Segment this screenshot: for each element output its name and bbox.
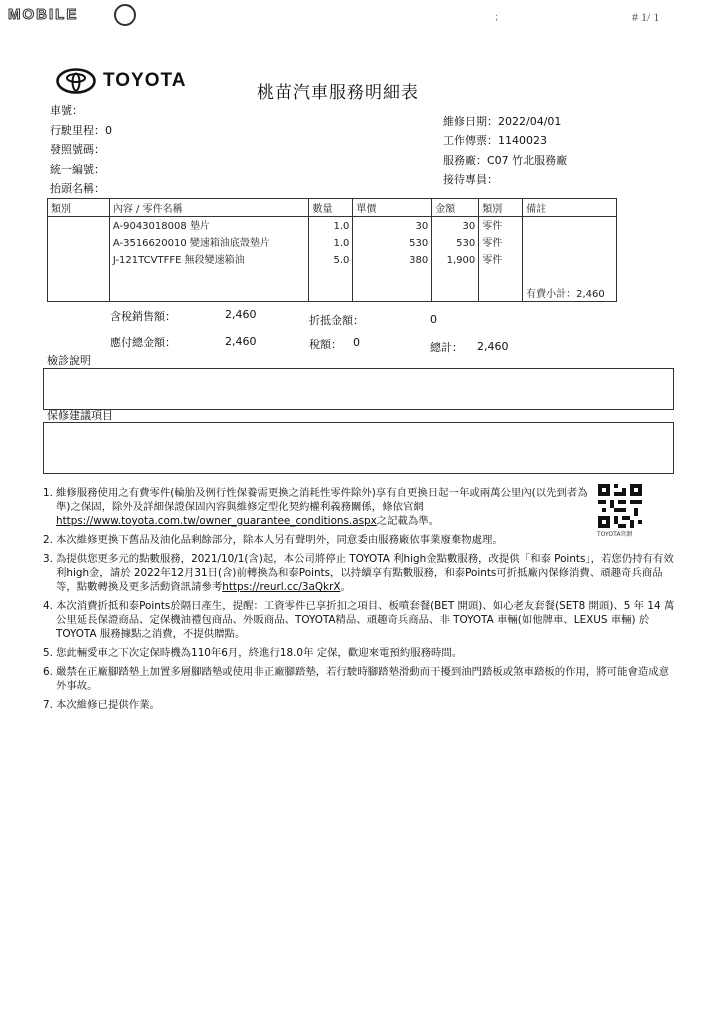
field-engine-number: 發照號碼： [50, 143, 105, 156]
list-item-number: 4. [43, 600, 53, 612]
list-item-text: 嚴禁在正廠腳踏墊上加置多層腳踏墊或使用非正廠腳踏墊，若行駛時腳踏墊滑動而干擾到油門踏板或煞車踏板的作用，將可能會造成意外事故。 [56, 666, 670, 692]
watermark-logo-text: MOBILE [8, 6, 79, 23]
total-label: 總計： [430, 341, 463, 354]
brand-name: TOYOTA [103, 70, 187, 91]
list-item-text: 您此輛愛車之下次定保時機為110年6月，終進行18.0年 定保，歡迎來電預約服務時間。 [56, 647, 463, 659]
item-price: 380 [409, 255, 429, 266]
list-item [43, 533, 678, 547]
page-title: 桃苗汽車服務明細表 [257, 83, 419, 103]
list-item-text: 本次維修更換下舊品及油化品剩餘部分，除本人另有聲明外，同意委由服務廠依事業廢棄物處理。 [56, 534, 503, 546]
advice-heading: 保修建議項目 [47, 409, 113, 422]
category-cell [48, 217, 110, 302]
discount-label: 折抵金額： [309, 314, 364, 327]
item-price: 530 [409, 238, 429, 249]
item-price: 30 [415, 221, 429, 232]
owner-guarantee-link[interactable]: https://www.toyota.com.tw/owner_guarantee_conditions.aspx [56, 515, 377, 527]
service-items-table [47, 198, 617, 302]
list-item [43, 552, 678, 594]
item-qty: 1.0 [333, 221, 350, 232]
tax-label: 稅額： [309, 338, 342, 351]
list-item-text: 本次維修已提供作業。 [56, 699, 160, 711]
list-item-number: 7. [43, 699, 53, 711]
header-unit-price: 單價 [353, 199, 432, 217]
advice-box [43, 422, 674, 474]
item-amount: 530 [456, 238, 476, 249]
field-reception-staff: 接待專員： [443, 173, 498, 186]
item-qty: 1.0 [333, 238, 350, 249]
item-type: 零件 [482, 238, 503, 249]
field-plate: 車號： [50, 104, 83, 117]
header-type: 類別 [479, 199, 523, 217]
total-value: 2,460 [477, 340, 509, 353]
field-mileage: 行駛里程：0 [50, 124, 112, 137]
header-content: 內容 / 零件名稱 [109, 199, 309, 217]
subtotal-value: 2,460 [576, 289, 605, 300]
item-content: A-3516620010 變速箱油底殼墊片 [112, 238, 270, 249]
item-type: 零件 [482, 255, 503, 266]
amount-cell [432, 217, 479, 302]
qty-cell [309, 217, 353, 302]
header-qty: 數量 [309, 199, 353, 217]
item-qty: 5.0 [333, 255, 350, 266]
terms-list [43, 486, 678, 717]
field-invoice-title: 抬頭名稱： [50, 182, 105, 195]
header-remarks: 備註 [523, 199, 617, 217]
list-item [43, 698, 678, 712]
header-category: 類別 [48, 199, 110, 217]
list-item-number: 5. [43, 647, 53, 659]
list-item-text: 本次消費折抵和泰Points於隔日產生，提醒：工資零件已享折扣之項目、板噴套餐(BET 開頭)、如心老友套餐(SET8 開頭)、5 年 14 萬公里延長保證商品、定保機油禮包商品、外販商品、TOYOTA精品、頑趣奇兵商品、非 TOYOTA 車輛(如他牌車、LEXUS 車輛) 於 TOYOTA 服務據點之消費，不提供贈點。 [56, 600, 675, 640]
item-amount: 30 [462, 221, 476, 232]
tax-value: 0 [353, 336, 360, 349]
list-item [43, 599, 678, 641]
item-amount: 1,900 [446, 255, 476, 266]
list-item-number: 2. [43, 534, 53, 546]
item-content: J-121TCVTFFE 無段變速箱油 [112, 255, 245, 266]
discount-value: 0 [430, 313, 437, 326]
list-item [43, 486, 591, 528]
taxed-sales-label: 含稅銷售額： [110, 310, 176, 323]
list-item [43, 665, 678, 693]
field-tax-id: 統一編號： [50, 163, 105, 176]
field-repair-date: 維修日期：2022/04/01 [443, 115, 562, 128]
field-service-center: 服務廠：C07 竹北服務廠 [443, 154, 568, 167]
page-number: # 1/ 1 [632, 10, 660, 24]
toyota-emblem-icon [56, 68, 96, 94]
list-item-number: 1. [43, 487, 53, 499]
payable-value: 2,460 [225, 335, 257, 348]
field-work-ticket: 工作傳票：1140023 [443, 134, 547, 147]
diagnosis-box [43, 368, 674, 410]
list-item-number: 3. [43, 553, 53, 565]
diagnosis-heading: 檢診說明 [47, 354, 91, 367]
page-mark-left: ; [495, 12, 499, 23]
list-item-text: 為提供您更多元的點數服務，2021/10/1(含)起，本公司將停止 TOYOTA 利high金點數服務，改提供「和泰 Points」，若您仍持有有效利high金，請於 2022年12月31日(含)前轉換為和泰Points，以持續享有點數服務，和泰Points可折抵廠內保修消費、頑趣奇兵商品等，點數轉換及更多活動資訊請參考https://reurl.cc/3aQkrX。 [56, 553, 674, 593]
list-item-text: 維修服務使用之有費零件(輪胎及例行性保養需更換之消耗性零件除外)享有自更換日起一年或兩萬公里內(以先到者為準)之保固，除外及詳細保證保固內容與維修定型化契約權利義務關係，條依官網https://www.toyota.com.tw/owner_guarantee_conditions.aspx之記載為準。 [56, 487, 588, 527]
type-cell [479, 217, 523, 302]
qr-caption: TOYOTA官網 [597, 531, 633, 538]
smiley-icon [114, 4, 136, 26]
list-item-number: 6. [43, 666, 53, 678]
content-cell [109, 217, 309, 302]
table-header-row [48, 199, 617, 217]
price-cell [353, 217, 432, 302]
list-item [43, 646, 678, 660]
remarks-cell [523, 217, 617, 302]
item-type: 零件 [482, 221, 503, 232]
payable-label: 應付總金額： [110, 336, 176, 349]
header-amount: 金額 [432, 199, 479, 217]
taxed-sales-value: 2,460 [225, 308, 257, 321]
subtotal-label: 有費小計： [526, 289, 577, 300]
item-content: A-9043018008 墊片 [112, 221, 210, 232]
table-body-row [48, 217, 617, 302]
reurl-link[interactable]: https://reurl.cc/3aQkrX [222, 581, 341, 593]
